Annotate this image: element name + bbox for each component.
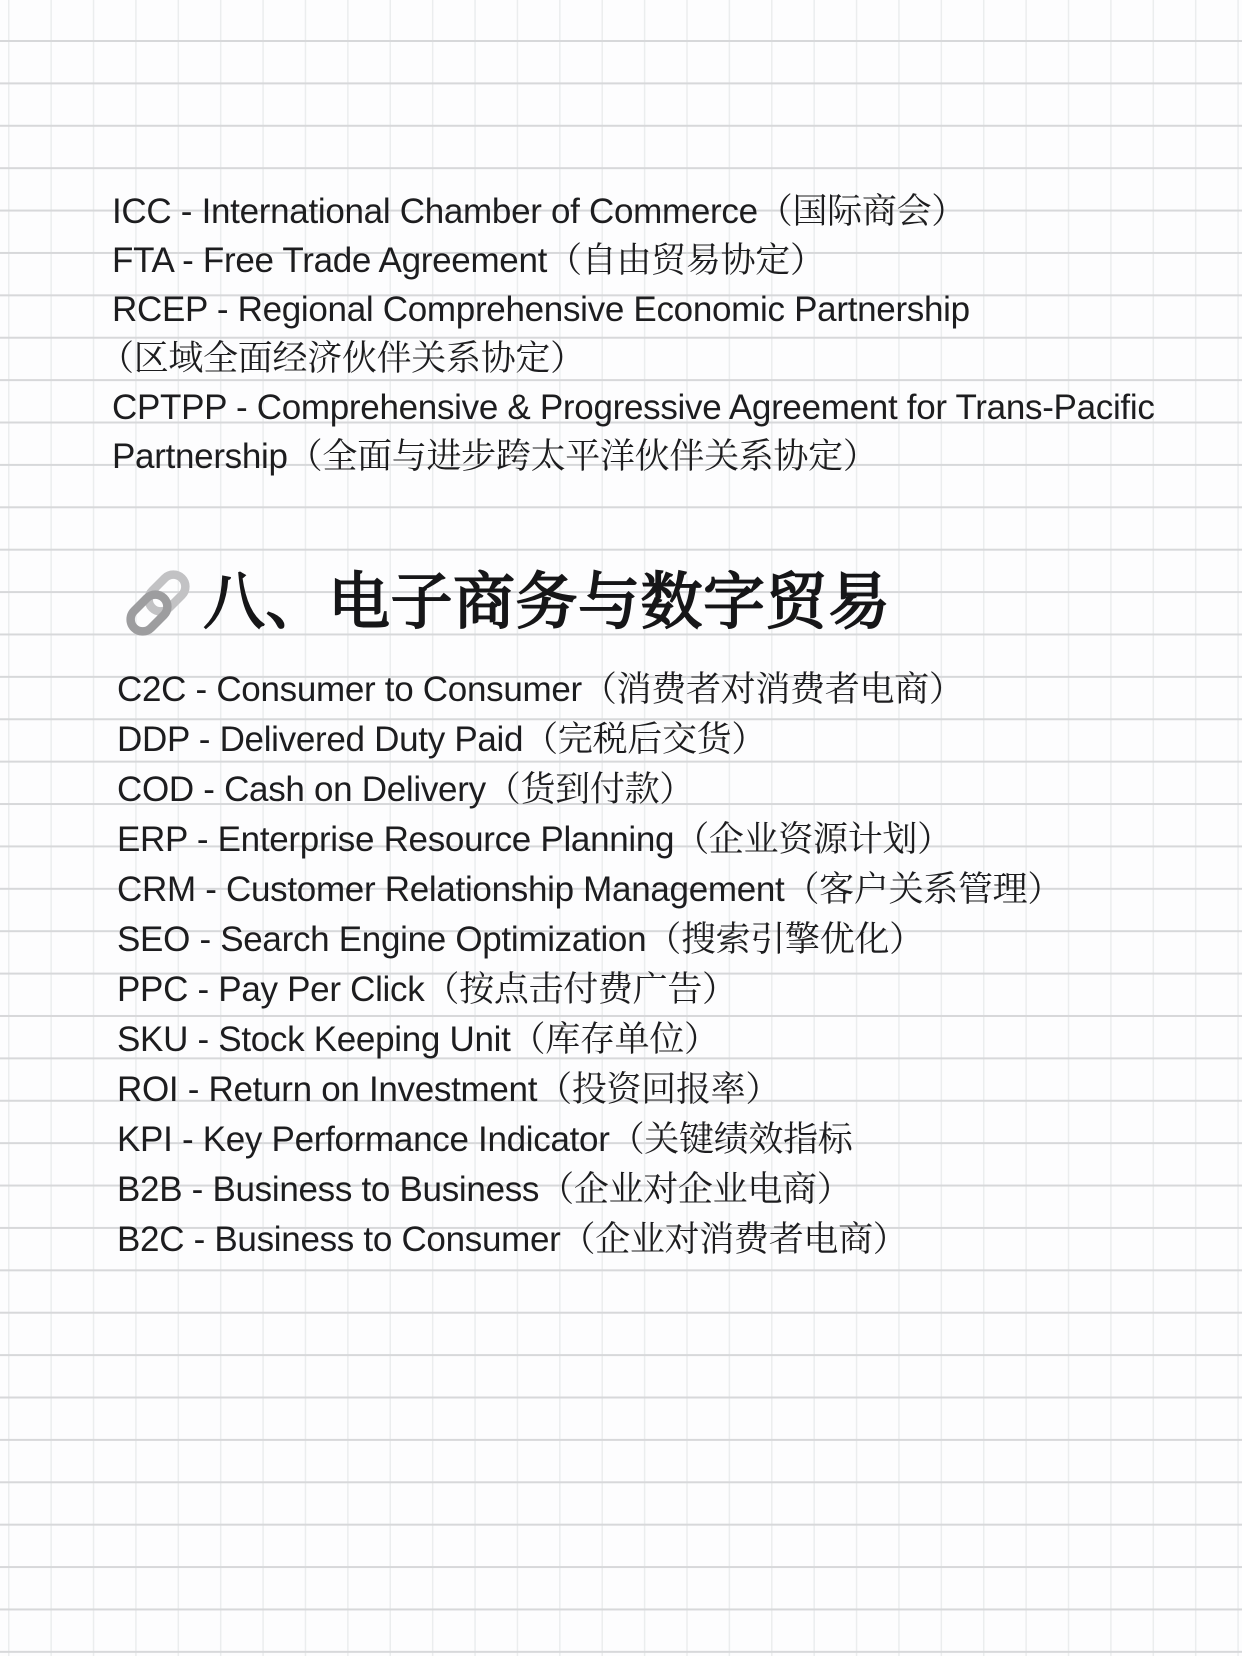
- term-line-b2b: B2B - Business to Business（企业对企业电商）: [117, 1170, 852, 1209]
- term-line-roi: ROI - Return on Investment（投资回报率）: [117, 1070, 781, 1109]
- abbr-line-rcep-continuation: （区域全面经济伙伴关系协定）: [99, 339, 585, 378]
- link-icon: [126, 567, 190, 639]
- term-line-erp: ERP - Enterprise Resource Planning（企业资源计划）: [117, 820, 952, 859]
- term-line-sku: SKU - Stock Keeping Unit（库存单位）: [117, 1020, 719, 1059]
- abbr-line-rcep: RCEP - Regional Comprehensive Economic Partnership: [112, 290, 970, 329]
- trade-agreements-section: [99, 187, 1155, 481]
- term-line-cod: COD - Cash on Delivery（货到付款）: [117, 770, 694, 809]
- abbr-line-icc: ICC - International Chamber of Commerce（国际商会）: [112, 192, 966, 231]
- section-heading-text: 八、电子商务与数字贸易: [203, 568, 891, 637]
- term-line-b2c: B2C - Business to Consumer（企业对消费者电商）: [117, 1220, 908, 1259]
- ecommerce-terms-section: [117, 665, 1062, 1265]
- term-line-c2c: C2C - Consumer to Consumer（消费者对消费者电商）: [117, 670, 964, 709]
- term-line-crm: CRM - Customer Relationship Management（客户关系管理）: [117, 870, 1063, 909]
- abbr-line-fta: FTA - Free Trade Agreement（自由贸易协定）: [112, 241, 825, 280]
- term-line-ddp: DDP - Delivered Duty Paid（完税后交货）: [117, 720, 767, 759]
- section-heading: [126, 563, 891, 643]
- term-line-kpi: KPI - Key Performance Indicator（关键绩效指标: [117, 1120, 853, 1159]
- term-line-seo: SEO - Search Engine Optimization（搜索引擎优化）: [117, 920, 924, 959]
- abbr-line-cptpp: CPTPP - Comprehensive & Progressive Agreement for Trans-Pacific: [112, 388, 1155, 427]
- abbr-line-cptpp-continuation: Partnership（全面与进步跨太平洋伙伴关系协定）: [112, 437, 878, 476]
- term-line-ppc: PPC - Pay Per Click（按点击付费广告）: [117, 970, 737, 1009]
